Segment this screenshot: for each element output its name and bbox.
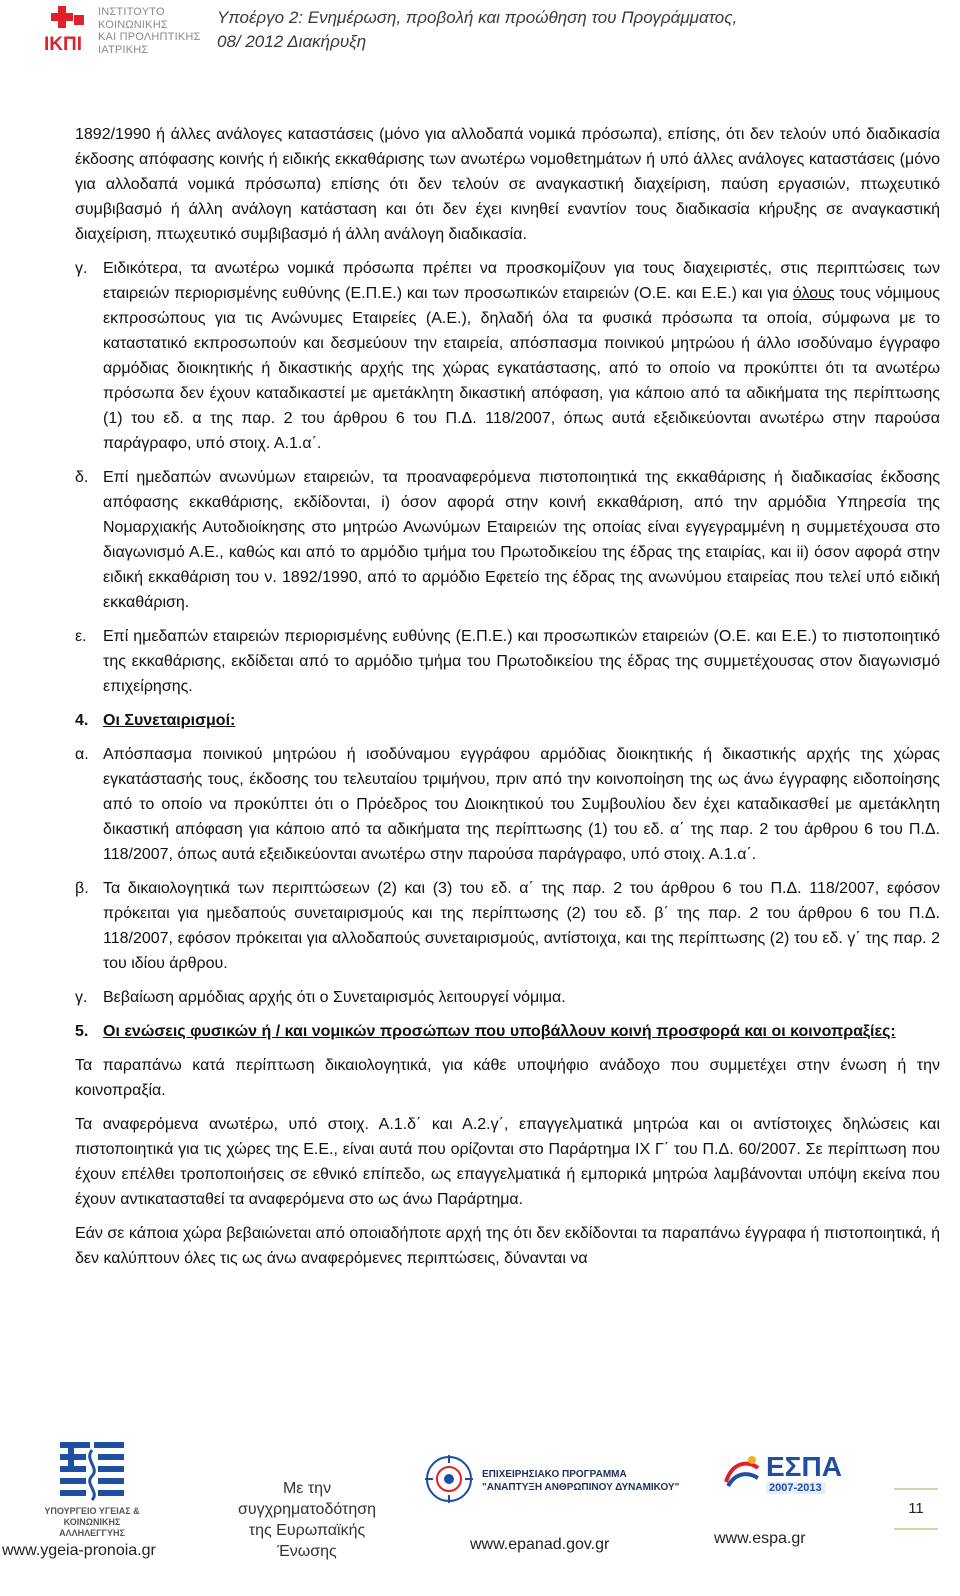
programme-line: "ΑΝΑΠΤΥΞΗ ΑΝΘΡΩΠΙΝΟΥ ΔΥΝΑΜΙΚΟΥ" (482, 1482, 680, 1493)
ministry-emblem-icon (60, 1442, 124, 1504)
list-text: Επί ημεδαπών ανωνύμων εταιρειών, τα προαναφερόμενα πιστοποιητικά της εκκαθάρισης ή διαδικασίας έκδοσης απόφασης εκκαθάρισης, εκδίδονται, i) όσον αφορά στην κοινή εκκαθάριση, από την αρμόδια Υπηρεσία της Νομαρχιακής Αυτοδιοίκησης στο μητρώο Ανωνύμων Εταιρειών της οποίας είναι εγγεγραμμένη η συμμετέχουσα στο διαγωνισμό Α.Ε., καθώς και από το αρμόδιο τμήμα του Πρωτοδικείου της έδρας της εταιρίας, και ii) όσον αφορά στην ειδική εκκαθάριση του ν. 1892/1990, από το αρμόδιο Εφετείο της έδρας της ανωνύμου εταιρείας που τελεί υπό ειδική εκκαθάριση. (103, 469, 940, 611)
ministry-line: ΥΠΟΥΡΓΕΙΟ ΥΓΕΙΑΣ & (44, 1506, 140, 1516)
paragraph: Εάν σε κάποια χώρα βεβαιώνεται από οποιαδήποτε αρχή της ότι δεν εκδίδονται τα παραπάνω έγγραφα ή πιστοποιητικά, ή δεν καλύπτουν όλες τις ως άνω αναφερόμενες περιπτώσεις, δύνανται να (75, 1225, 940, 1267)
espa-url[interactable]: www.espa.gr (714, 1530, 806, 1547)
ministry-name (40, 1506, 144, 1539)
eu-line: συγχρηματοδότηση (237, 1501, 377, 1518)
section-title: Οι Συνεταιρισμοί: (103, 712, 236, 729)
programme-name (482, 1468, 679, 1494)
list-label: γ. (75, 260, 88, 277)
institute-line: ΙΝΣΤΙΤΟΥΤΟ (98, 6, 165, 18)
list-item-e (75, 624, 940, 699)
header-title (217, 6, 737, 54)
list-text: Τα δικαιολογητικά των περιπτώσεων (2) και (3) του εδ. α΄ της παρ. 2 του άρθρου 6 του Π.Δ. 118/2007, εφόσον πρόκειται για ημεδαπούς συνεταιρισμούς και της περίπτωσης (2) του εδ. β΄ της παρ. 2 του άρθρου 6 του Π.Δ. 118/2007, εφόσον πρόκειται για αλλοδαπούς συνεταιρισμούς, αντίστοιχα, και της περίπτωσης (2) του εδ. γ΄ της παρ. 2 του ιδίου άρθρου. (103, 880, 940, 972)
section-heading-4 (75, 708, 940, 733)
institute-name (98, 6, 201, 56)
section-title: Οι ενώσεις φυσικών ή / και νομικών προσώπων που υποβάλλουν κοινή προσφορά και οι κοινοπραξίες: (103, 1023, 896, 1040)
paragraph-intro: 1892/1990 ή άλλες ανάλογες καταστάσεις (μόνο για αλλοδαπά νομικά πρόσωπα), επίσης, ότι δεν τελούν υπό διαδικασία έκδοσης απόφασης κοινής ή ειδικής εκκαθάρισης των ανωτέρω νομοθετημάτων ή υπό άλλες ανάλογες καταστάσεις (μόνο για αλλοδαπά νομικά πρόσωπα) επίσης ότι δεν τελούν σε αναγκαστική διαχείριση, παύση εργασιών, πτωχευτικό συμβιβασμό ή άλλη ανάλογη κατάσταση και ότι δεν έχει κινηθεί εναντίον τους διαδικασία κήρυξης σε αναγκαστική διαχείριση, πτωχευτικό συμβιβασμό ή άλλη ανάλογη διαδικασία. (75, 126, 940, 243)
list-text: Βεβαίωση αρμόδιας αρχής ότι ο Συνεταιρισμός λειτουργεί νόμιμα. (103, 989, 566, 1006)
list-label: γ. (75, 989, 88, 1006)
paragraph: Τα αναφερόμενα ανωτέρω, υπό στοιχ. Α.1.δ΄ και Α.2.γ΄, επαγγελματικά μητρώα και οι αντίστοιχες δηλώσεις και πιστοποιητικά για τις χώρες της Ε.Ε., είναι αυτά που ορίζονται στο Παράρτημα ΙΧ Γ΄ του Π.Δ. 60/2007. Σε περίπτωση που έχουν επέλθει τροποποιήσεις σε εθνικό επίπεδο, ως επαγγελματικά ή εμπορικά μητρώα λαμβάνονται υπόψη εκείνα που έχουν αντικατασταθεί τα αναφερόμενα στο ως άνω Παράρτημα. (75, 1116, 940, 1208)
list-item-a (75, 742, 940, 867)
espa-years: 2007-2013 (766, 1482, 825, 1494)
list-item-d (75, 465, 940, 615)
text-run: τους νόμιμους εκπροσώπους για τις Ανώνυμες Εταιρείες (Α.Ε.), δηλαδή όλα τα φυσικά πρόσωπα τα οποία, σύμφωνα με το καταστατικό εκπροσωπούν και δεσμεύουν την εταιρεία, απόσπασμα ποινικού μητρώου ή άλλο ισοδύναμο έγγραφο αρμόδιας διοικητικής ή δικαστικής αρχής της χώρας εγκατάστασης, από το οποίο να προκύπτει ότι τα ανωτέρω πρόσωπα δεν έχουν καταδικαστεί με αμετάκλητη δικαστική απόφαση, για κάποιο από τα αδικήματα της περίπτωσης (1) του εδ. α της παρ. 2 του άρθρου 6 του Π.Δ. 118/2007, όπως αυτά εξειδικεύονται ανωτέρω στην παρούσα παράγραφο, υπό στοιχ. Α.1.α΄. (103, 285, 940, 452)
page-number: 11 (908, 1500, 924, 1517)
eu-line: Ένωσης (277, 1543, 337, 1560)
underlined-word: όλους (792, 285, 835, 302)
document-body (75, 122, 940, 1280)
institute-line: ΚΑΙ ΠΡΟΛΗΠΤΙΚΗΣ (98, 31, 201, 43)
programme-emblem-icon (424, 1454, 474, 1504)
section-number: 5. (75, 1023, 89, 1040)
institute-line: ΙΑΤΡΙΚΗΣ (98, 43, 149, 56)
list-label: ε. (75, 628, 87, 645)
header-title-line2: 08/ 2012 Διακήρυξη (217, 32, 367, 51)
eu-cofinancing-text (212, 1478, 402, 1562)
epanad-url[interactable]: www.epanad.gov.gr (470, 1536, 610, 1553)
institute-line: ΚΟΙΝΩΝΙΚΗΣ (98, 18, 168, 31)
ministry-line: ΚΟΙΝΩΝΙΚΗΣ ΑΛΛΗΛΕΓΓΥΗΣ (59, 1517, 125, 1538)
ikpi-logo-icon (44, 6, 96, 52)
eu-line: της Ευρωπαϊκής (248, 1522, 366, 1539)
page-number-rule (894, 1528, 938, 1530)
list-item-g1 (75, 256, 940, 456)
list-label: α. (75, 746, 89, 763)
footer (0, 1440, 960, 1596)
list-item-b (75, 876, 940, 976)
ministry-url[interactable]: www.ygeia-pronoia.gr (2, 1542, 156, 1559)
espa-title: ΕΣΠΑ (766, 1451, 842, 1482)
list-text: Επί ημεδαπών εταιρειών περιορισμένης ευθύνης (Ε.Π.Ε.) και προσωπικών εταιρειών (Ο.Ε. και Ε.Ε.) το πιστοποιητικό της εκκαθάρισης, εκδίδεται από το αρμόδιο τμήμα του Πρωτοδικείου της έδρας της συμμετέχουσας στον διαγωνισμό επιχείρησης. (103, 628, 940, 695)
eu-line: Με την (282, 1480, 332, 1497)
list-item-g2 (75, 985, 940, 1010)
logo-text: ΙΚΠΙ (44, 34, 82, 52)
programme-line: ΕΠΙΧΕΙΡΗΣΙΑΚΟ ΠΡΟΓΡΑΜΜΑ (482, 1469, 627, 1480)
list-label: β. (75, 880, 89, 897)
section-number: 4. (75, 712, 89, 729)
paragraph: Τα παραπάνω κατά περίπτωση δικαιολογητικά, για κάθε υποψήφιο ανάδοχο που συμμετέχει στην ένωση ή την κοινοπραξία. (75, 1057, 940, 1099)
list-text: Απόσπασμα ποινικού μητρώου ή ισοδύναμου εγγράφου αρμόδιας διοικητικής ή δικαστικής αρχής της χώρας εγκατάστασής τους, έκδοσης του τελευταίου τριμήνου, πριν από την κοινοποίηση της ως άνω έγγραφης ειδοποίησης από το οποίο να προκύπτει ότι ο Πρόεδρος του Διοικητικού του Συμβουλίου δεν έχει καταδικασθεί με αμετάκλητη δικαστική απόφαση για κάποιο από τα αδικήματα της περίπτωσης (1) του εδ. α΄ της παρ. 2 του άρθρου 6 του Π.Δ. 118/2007, όπως αυτά εξειδικεύονται ανωτέρω στην παρούσα παράγραφο, υπό στοιχ. Α.1.α΄. (103, 746, 940, 863)
espa-swirl-icon (722, 1454, 762, 1488)
page-number-rule (894, 1488, 938, 1490)
text-run: Ειδικότερα, τα ανωτέρω νομικά πρόσωπα πρέπει να προσκομίζουν για τους διαχειριστές, στις περιπτώσεις των εταιρειών περιορισμένης ευθύνης (Ε.Π.Ε.) και των προσωπικών εταιρειών (Ο.Ε. και Ε.Ε.) και για (103, 260, 940, 302)
list-text (103, 256, 940, 456)
section-heading-5 (75, 1019, 940, 1044)
header-title-line1: Υποέργο 2: Ενημέρωση, προβολή και προώθηση του Προγράμματος, (217, 8, 738, 27)
list-label: δ. (75, 469, 89, 486)
